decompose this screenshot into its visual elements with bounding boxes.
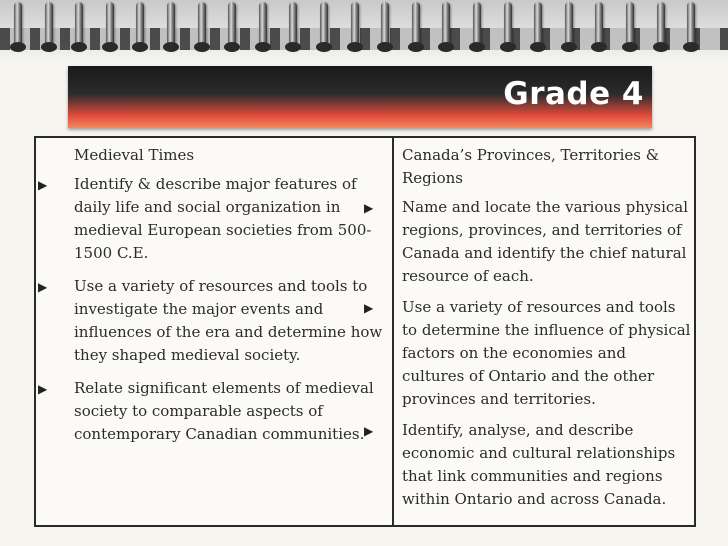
binding-ring	[75, 2, 83, 50]
binding-ring	[626, 2, 634, 50]
binding-ring	[167, 2, 175, 50]
binding-ring	[412, 2, 420, 50]
list-item-text: Use a variety of resources and tools to determine the influence of physical factors on the economies and cultures of Ontario and the other provinces and territories.	[402, 298, 691, 408]
bullet-icon: ▶	[38, 280, 48, 294]
binding-ring	[504, 2, 512, 50]
slide-title: Grade 4	[503, 76, 644, 112]
list-item-text: Name and locate the various physical regions, provinces, and territories of Canada and identify the chief natural resource of each.	[402, 198, 689, 285]
list-item	[364, 419, 692, 511]
binding-ring	[259, 2, 267, 50]
binding-ring	[565, 2, 573, 50]
list-item	[364, 296, 692, 411]
binding-ring	[106, 2, 114, 50]
binding-ring	[320, 2, 328, 50]
binding-ring	[595, 2, 603, 50]
binding-ring	[14, 2, 22, 50]
binding-ring	[473, 2, 481, 50]
column-divider	[392, 138, 394, 525]
binding-ring	[198, 2, 206, 50]
bullet-icon: ▶	[38, 382, 48, 396]
list-item	[364, 196, 692, 288]
binding-ring	[228, 2, 236, 50]
spiral-binding	[0, 0, 728, 64]
list-item-text: Identify, analyse, and describe economic and cultural relationships that link communities and regions within Ontario and across Canada.	[402, 421, 676, 508]
binding-ring	[381, 2, 389, 50]
binding-ring	[289, 2, 297, 50]
comparison-table	[34, 136, 696, 527]
binding-ring	[351, 2, 359, 50]
binding-ring	[657, 2, 665, 50]
binding-ring	[45, 2, 53, 50]
list-item-text: Use a variety of resources and tools to investigate the major events and influences of the era and determine how they shaped medieval society.	[74, 277, 383, 364]
right-column-heading: Canada’s Provinces, Territories & Regions	[402, 146, 660, 187]
bullet-icon: ▶	[364, 301, 374, 315]
list-item	[38, 173, 392, 265]
left-column	[38, 144, 392, 456]
binding-ring	[534, 2, 542, 50]
binding-ring	[136, 2, 144, 50]
binding-ring	[442, 2, 450, 50]
title-banner	[68, 66, 652, 128]
right-column	[364, 144, 692, 519]
left-column-heading: Medieval Times	[74, 146, 195, 164]
bullet-icon: ▶	[364, 201, 374, 215]
binding-ring	[687, 2, 695, 50]
bullet-icon: ▶	[38, 178, 48, 192]
list-item-text: Relate significant elements of medieval society to comparable aspects of contemporary Canadian communities.	[74, 379, 374, 443]
list-item-text: Identify & describe major features of daily life and social organization in medieval European societies from 500-1500 C.E.	[74, 175, 372, 262]
list-item	[38, 377, 392, 446]
bullet-icon: ▶	[364, 424, 374, 438]
list-item	[38, 275, 392, 367]
